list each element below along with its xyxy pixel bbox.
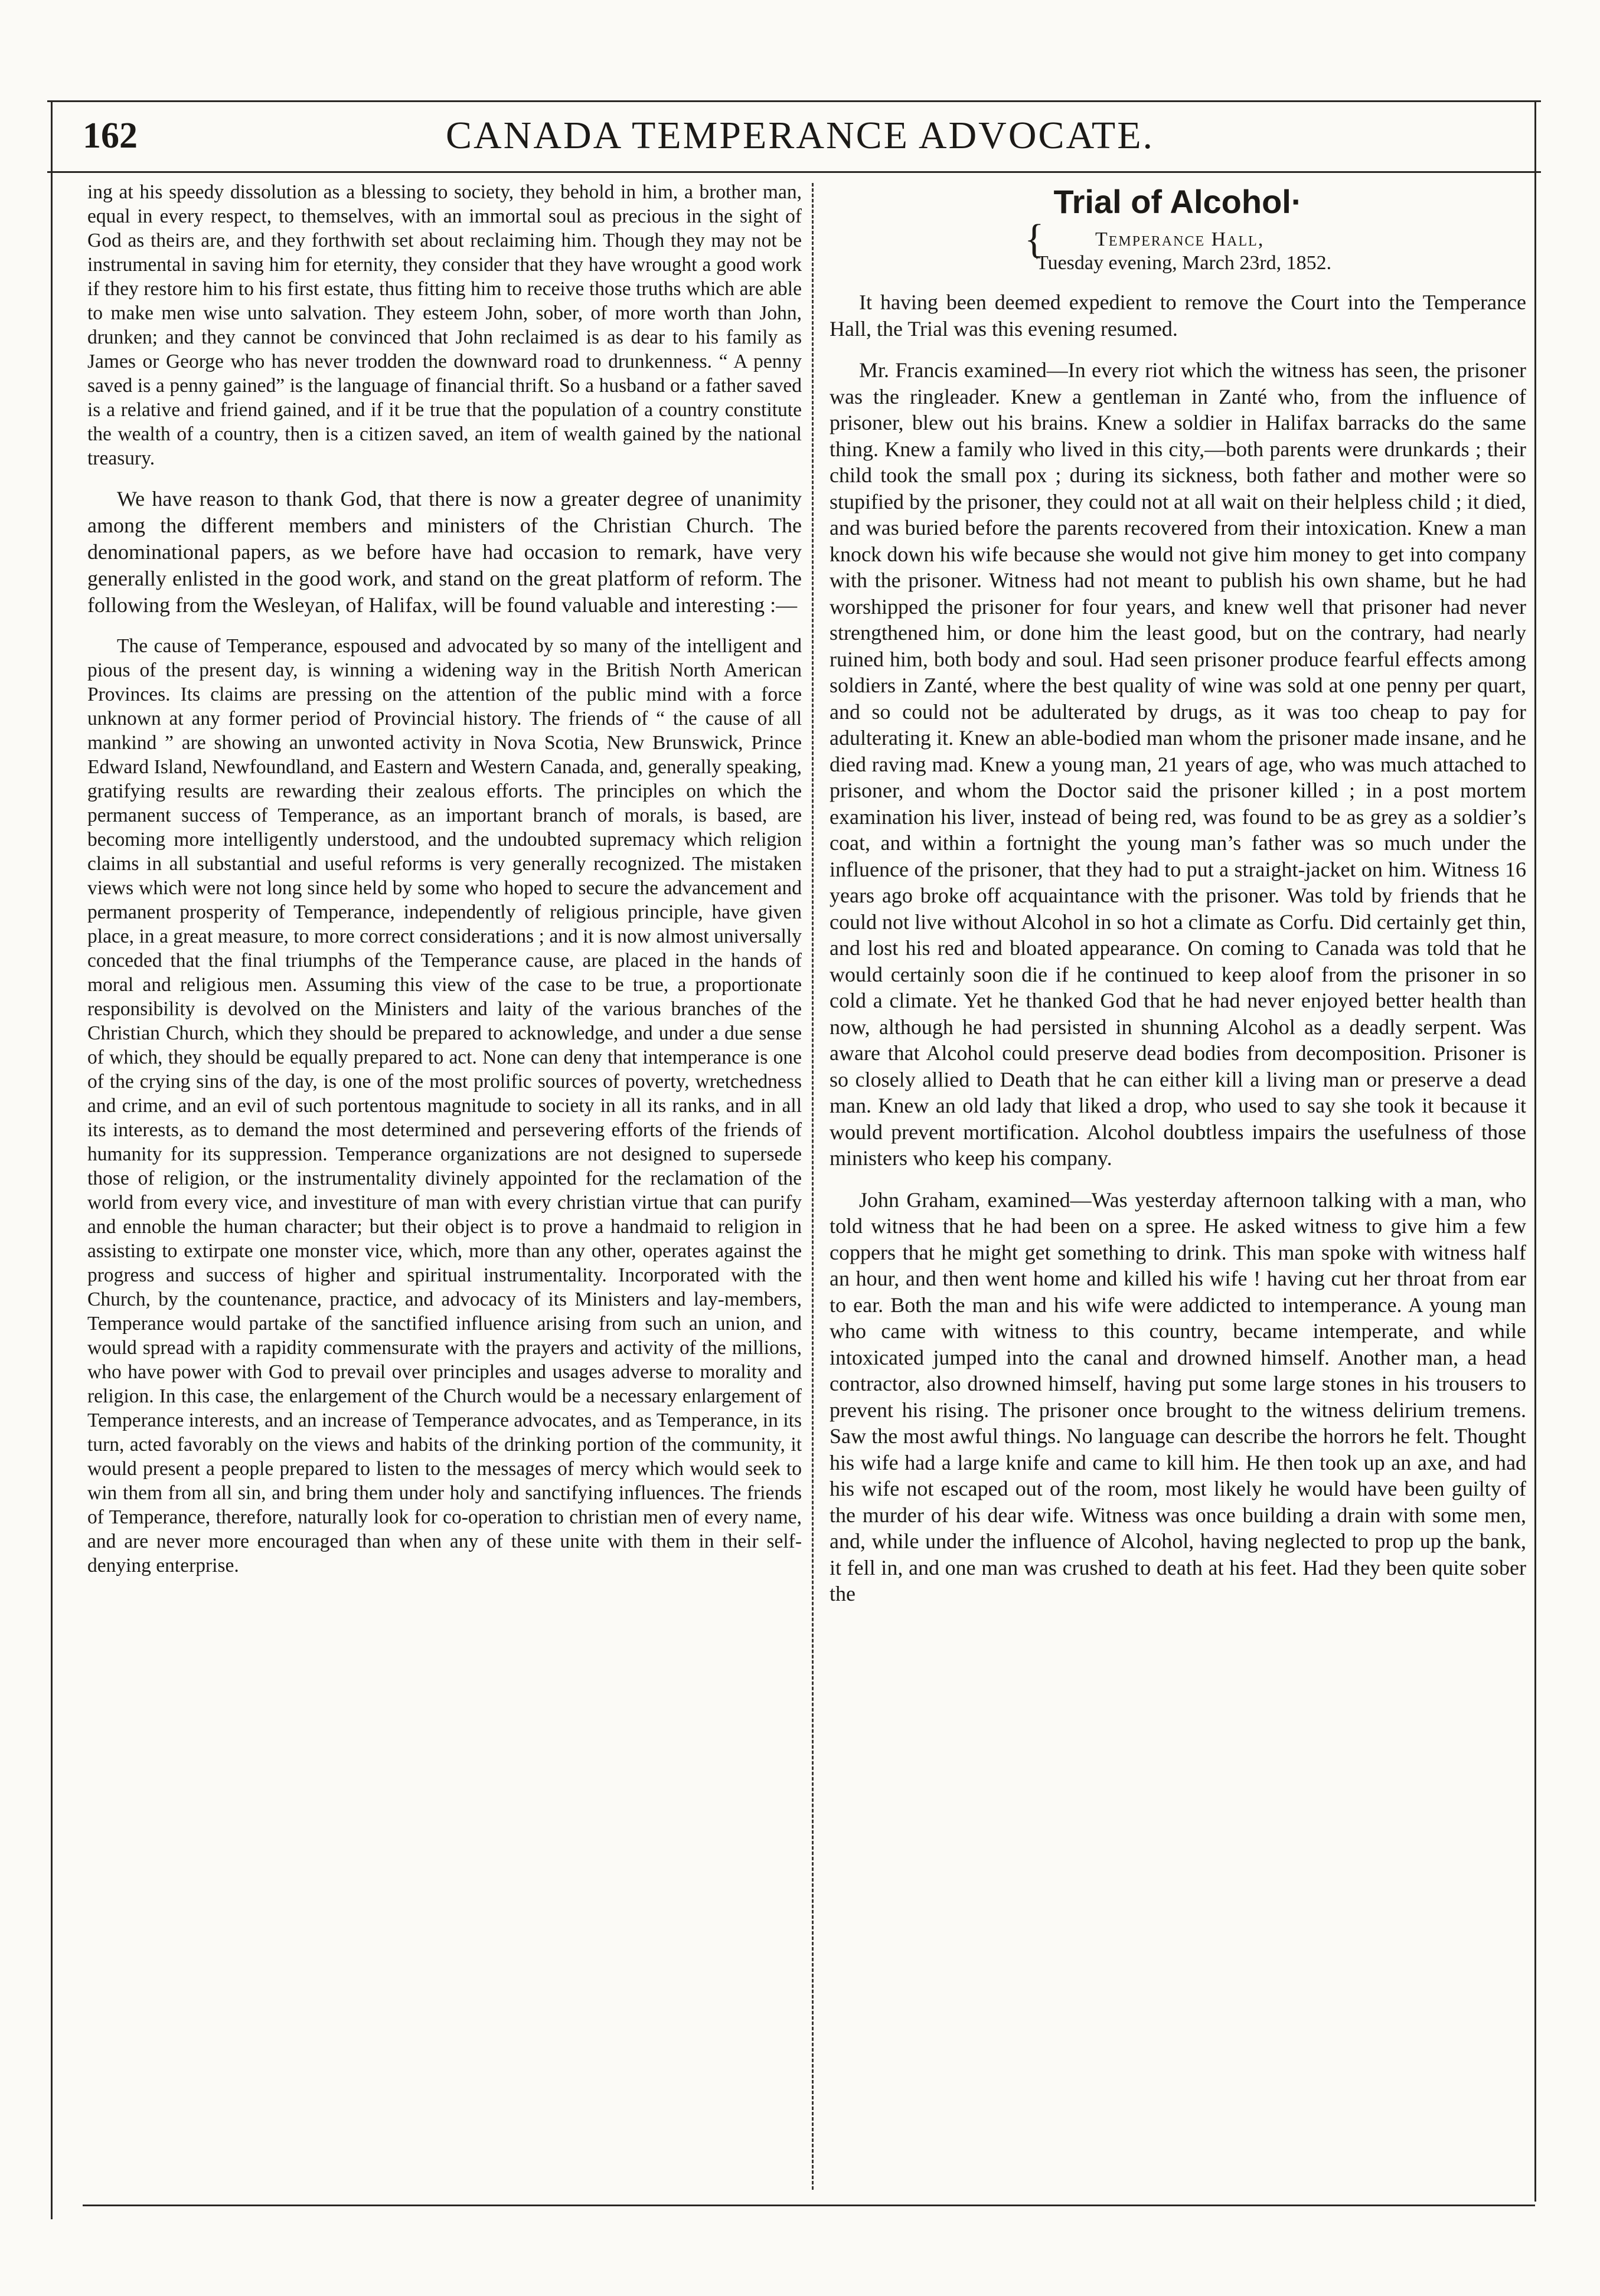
masthead-title: CANADA TEMPERANCE ADVOCATE. xyxy=(445,114,1155,157)
right-paragraph-3: John Graham, examined—Was yesterday afternoon talking with a man, who told witness that he had been on a spree. He asked witness to give him a few coppers that he might get something to drink. This man spoke with witness half an hour, and then went home and killed his wife ! having cut her throat from ear to ear. Both the man and his wife were addicted to intemperance. A young man who came with witness to this country, became intemperate, and while intoxicated jumped into the canal and drowned himself. Another man, a head contractor, also drowned himself, having put some large stones in his trousers to prevent his rising. The prisoner once brought to the witness delirium tremens. Saw the most awful things. No language can describe the horrors he felt. Thought his wife had a large knife and came to kill him. He then took up an axe, and had his wife not escaped out of the room, most likely he would have been guilty of the murder of his dear wife. Witness was once building a drain with some men, and, while under the influence of Alcohol, having neglected to prop up the bank, it fell in, and one man was crushed to death at his feet. Had they been quite sober the xyxy=(830,1188,1526,1605)
left-paragraph-3: The cause of Temperance, espoused and advocated by so many of the intelligent and pious of the present day, is winning a widening way in the British North American Provinces. Its claims are pressing on the attention of the public mind with a force unknown at any former period of Provincial history. The friends of “ the cause of all mankind ” are showing an unwonted activity in Nova Scotia, New Brunswick, Prince Edward Island, Newfoundland, and Eastern and Western Canada, and, generally speaking, gratifying results are rewarding their zealous efforts. The principles on which the permanent success of Temperance, as an important branch of morals, is based, are becoming more intelligently understood, and the undoubted supremacy which religion claims in all substantial and useful reforms is very generally recognized. The mistaken views which were not long since held by some who hoped to secure the advancement and permanent prosperity of Temperance, independently of religious principle, have given place, in a great measure, to more correct considerations ; and it is now almost universally conceded that the final triumphs of the Temperance cause, are placed in the hands of moral and religious men. Assuming this view of the case to be true, a proportionate responsibility is devolved on the Ministers and laity of the various branches of the Christian Church, which they should be prepared to acknowledge, and under a due sense of which, they should be equally prepared to act. None can deny that intemperance is one of the crying sins of the day, is one of the most prolific sources of poverty, wretchedness and crime, and an evil of such portentous magnitude to society in all its ranks, and in all its interests, as to demand the most determined and persevering efforts of the friends of humanity for its suppression. Temperance organizations are not designed to supersede those of religion, or the instrumentality divinely appointed for the reclamation of the world from every vice, and investiture of man with every christian virtue that can purify and ennoble the human character; but their object is to prove a handmaid to religion in assisting to extirpate one monster vice, which, more than any other, operates against the progress and success of higher and spiritual instrumentality. Incorporated with the Church, by the countenance, practice, and advocacy of its Ministers and lay-members, Temperance would partake of the sanctified influence arising from such an union, and would spread with a rapidity commensurate with the prayers and activity of the millions, who have power with God to prevail over principles and usages adverse to morality and religion. In this case, the enlargement of the Church would be a necessary enlargement of Temperance interests, and an increase of Temperance advocates, and as Temperance, in its turn, acted favorably on the views and habits of the drinking portion of the community, it would present a people prepared to listen to the messages of mercy which would seek to win them from all sin, and bring them under holy and sanctifying influences. The friends of Temperance, therefore, naturally look for co-operation to christian men of every name, and are never more encouraged than when any of these unite with them in their self-denying enterprise. xyxy=(87,635,802,1577)
dateline-date: Tuesday evening, March 23rd, 1852. xyxy=(1036,252,1332,274)
article-title: Trial of Alcohol· xyxy=(1053,183,1302,220)
bottom-border-rule xyxy=(83,2205,1535,2206)
right-paragraph-2: Mr. Francis examined—In every riot which the witness has seen, the prisoner was the ringleader. Knew a gentleman in Zanté who, from the influence of prisoner, blew out his brains. Knew a soldier in Halifax barracks do the same thing. Knew a family who lived in this city,—both parents were drunkards ; their child took the small pox ; during its sickness, both father and mother were so stupified by the prisoner, they could not at all wait on their helpless child ; it died, and was buried before the parents recovered from their intoxication. Knew a man knock down his wife because she would not give him money to get into company with the prisoner. Witness had not meant to publish his own shame, but he had worshipped the prisoner for four years, and knew well that prisoner had never strengthened him, or done him the least good, but on the contrary, had nearly ruined him, both body and soul. Had seen prisoner produce fearful effects among soldiers in Zanté, where the best quality of wine was sold at one penny per quart, and so could not be adulterated by drugs, as it was too cheap to pay for adulterating it. Knew an able-bodied man whom the prisoner made insane, and he died raving mad. Knew a young man, 21 years of age, who was much attached to prisoner, and whom the Doctor said the prisoner killed ; in a post mortem examination his liver, instead of being red, was found to be as grey as a soldier’s coat, and within a fortnight the young man’s father was so much under the influence of the prisoner, that they had to put a straight-jacket on him. Witness 16 years ago broke off acquaintance with the prisoner. Was told by friends that he could not live without Alcohol in so hot a climate as Corfu. Did certainly get thin, and lost his red and bloated appearance. On coming to Canada was told that he would certainly soon die if he continued to keep aloof from the prisoner in so cold a climate. Yet he thanked God that he had never enjoyed better health than now, although he had persisted in shunning Alcohol as a deadly serpent. Was aware that Alcohol could preserve dead bodies from decomposition. Prisoner is so closely allied to Death that he can either kill a living man or preserve a dead man. Knew an old lady that liked a drop, who used to say she took it because it would prevent mortification. Alcohol doubtless impairs the usefulness of those ministers who keep his company. xyxy=(830,358,1526,1170)
left-paragraph-1: ing at his speedy dissolution as a blessing to society, they behold in him, a brother man, equal in every respect, to themselves, with an immortal soul as precious in the sight of God as theirs are, and they forthwith set about reclaiming him. Though they may not be instrumental in saving him for eternity, they consider that they have wrought a good work if they restore him to his first estate, thus fitting him to receive those truths which are able to make men wise unto salvation. They esteem John, sober, of more worth than John, drunken; and they cannot be convinced that John reclaimed is as dear to his family as James or George who has never trodden the downward road to drunkenness. “ A penny saved is a penny gained” is the language of financial thrift. So a husband or a father saved is a relative and friend gained, and if it be true that the population of a country constitute the wealth of a country, then is a citizen saved, an item of wealth gained by the national treasury. xyxy=(87,181,802,469)
dateline-hall: Temperance Hall, xyxy=(1095,228,1265,250)
left-column xyxy=(87,180,802,2199)
top-border-rule xyxy=(47,100,1541,102)
brace-glyph: { xyxy=(1024,217,1044,262)
left-border-rule xyxy=(51,100,53,2219)
column-divider xyxy=(812,183,814,2190)
right-column xyxy=(830,180,1526,2199)
dateline xyxy=(1024,217,1526,275)
left-paragraph-2: We have reason to thank God, that there is now a greater degree of unanimity among the different members and ministers of the Christian Church. The denominational papers, as we before have had occasion to remark, have very generally enlisted in the good work, and stand on the great platform of reform. The following from the Wesleyan, of Halifax, will be found valuable and interesting :— xyxy=(87,487,802,617)
right-paragraph-1: It having been deemed expedient to remove the Court into the Temperance Hall, the Trial was this evening resumed. xyxy=(830,290,1526,341)
right-border-rule xyxy=(1534,100,1536,2202)
header-underline-rule xyxy=(47,171,1541,173)
page-number: 162 xyxy=(83,116,138,156)
